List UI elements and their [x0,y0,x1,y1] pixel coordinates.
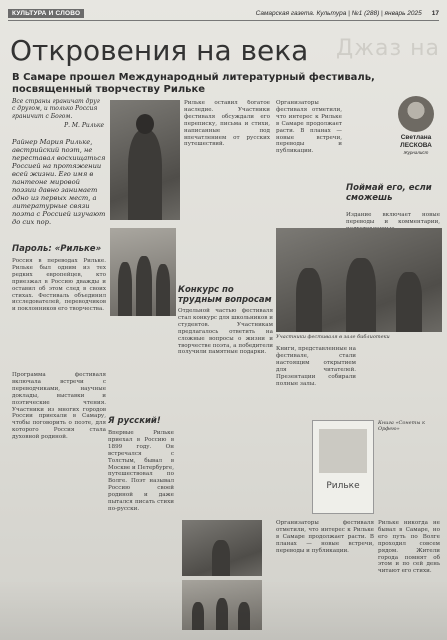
column-3b-text: Отдельной частью фестиваля стал конкурс для школьников и студентов. Участникам предлагалось ответить на сложные вопросы о жизни и творчестве поэта, а победители получили памятные подарки. [178,308,273,356]
column-4c-text: Организаторы фестиваля отметили, что интерес к Рильке в Самаре продолжает расти. В планах — новые встречи, переводы и публикации. [276,520,374,554]
newspaper-issue: Самарская газета. Культура | №1 (288) | январь 2025 [255,9,422,17]
presentation-photo [276,228,442,332]
page-number: 17 [431,9,439,17]
author-role: Журналист [403,150,429,155]
column-1-text: Россия в переводах Рильке. Рильке был одним из тех редких европейцев, кто приезжал в Россию дважды и оставил об этом след в своих стихах. Фестиваль объединил исследователей, переводчиков и поклонников его творчества. [12,258,106,313]
page-shadow [0,580,447,640]
column-4b-text: Книги, представленные на фестивале, стали настоящим открытием для читателей. Презентации собирали полные залы. [276,346,356,387]
heading-parol: Пароль: «Рильке» [12,244,102,254]
epigraph-text: Все страны граничат друг с другом, и только Россия граничит с Богом. [12,98,100,120]
photo-caption-1: Участники фестиваля в зале библиотеки [276,334,390,340]
article-subtitle: В Самаре прошел Международный литературный фестиваль, посвященный творчеству Рильке [12,72,375,95]
article-title: Откровения на века [10,34,309,67]
author-box [392,96,440,155]
column-5b-text: Рильке никогда не бывал в Самаре, но его путь по Волге проходил совсем рядом. Жители города помнят об этом и по сей день читают его стихи. [378,520,440,575]
heading-poymay: Поймай его, если сможешь [346,183,432,203]
column-1-bottom-text: Программа фестиваля включала встречи с переводчиками, научные доклады, выставки и поэтические чтения. Участники из многих городов России приехали в Самару, чтобы поговорить о поэте, для которого Россия стала духовной родиной. [12,372,106,441]
column-4-text: Организаторы фестиваля отметили, что интерес к Рильке в Самаре продолжает расти. В планах — новые встречи, переводы и публикации. [276,100,342,155]
book-title: Рильке [326,481,360,491]
heading-russkiy: Я русский! [108,416,161,426]
festival-group-photo [110,228,176,316]
epigraph-author: Р. М. Рильке [64,122,104,130]
page-header [8,6,439,21]
column-3-text: Рильке оставил богатое наследие. Участники фестиваля обсуждали его переписку, письма и стихи, написанные под впечатлением от русских путешествий. [184,100,270,148]
column-5-text: Издание включает новые переводы и комментарии, [346,212,440,225]
section-label: КУЛЬТУРА И СЛОВО [8,9,84,18]
heading-konkurs: Конкурс по трудным вопросам [178,285,272,305]
rilke-portrait-photo [110,100,180,220]
author-avatar [398,96,434,132]
book-cover-image [312,420,374,514]
article-lead: Райнер Мария Рильке, австрийский поэт, не переставал восхищаться Россией на протяжении всей жизни. Его имя в пантеоне мировой поэзии давно занимает одно из первых мест, а литературные связи поэта с Россией изучают до сих пор. [12,138,106,226]
reading-event-photo [182,520,262,576]
photo-caption-2: Книга «Сонеты к Орфею» [378,420,426,432]
column-2-bottom-text: Впервые Рильке приехал в Россию в 1899 году. Он встречался с Толстым, бывал в Москве и Петербурге, путешествовал по Волге. Поэт называл Россию своей родиной и даже пытался писать стихи по-русски. [108,430,174,512]
epigraph [12,98,104,130]
author-name: Светлана ЛЕСКОВА [400,134,432,149]
background-word: Джаз на [335,36,440,61]
